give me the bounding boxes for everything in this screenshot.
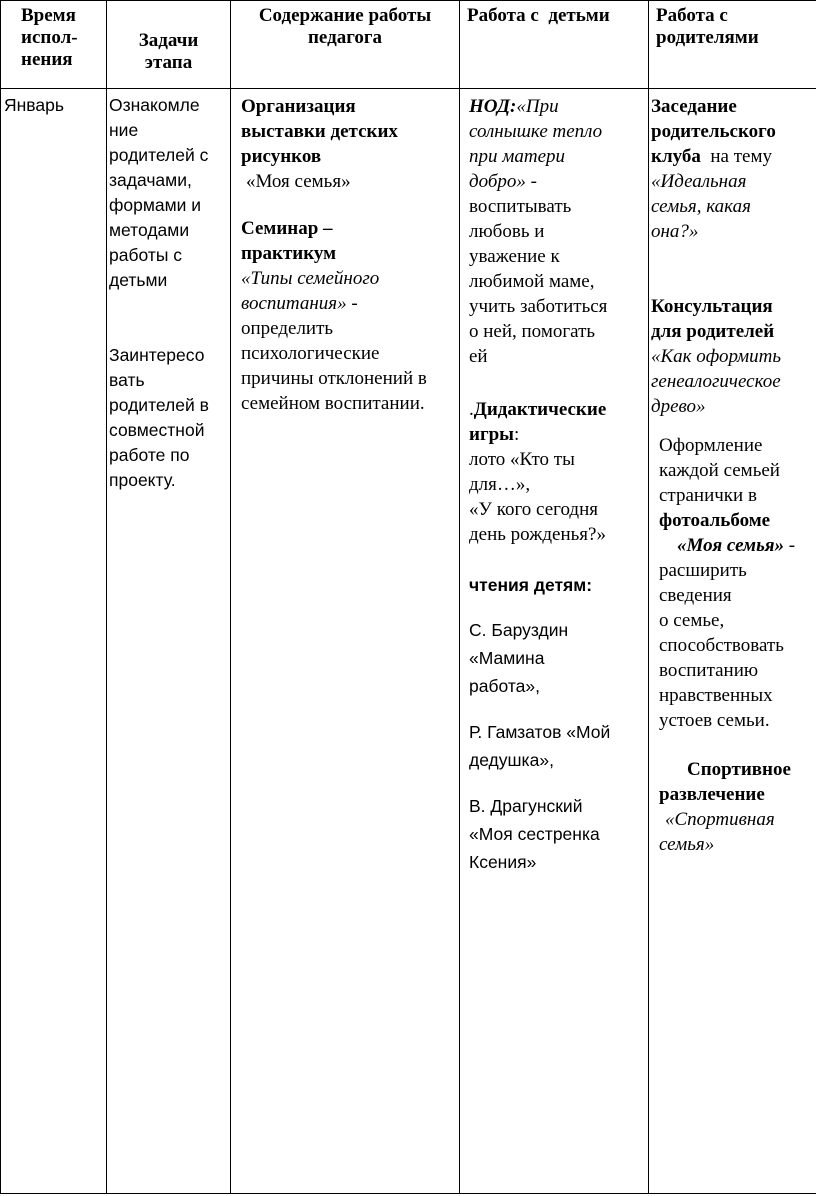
text-line: Ксения» [469, 852, 537, 872]
text-label: НОД: [469, 96, 517, 117]
header-line: Работа с [656, 5, 728, 26]
text-line: ей [469, 346, 488, 367]
header-time [1, 1, 107, 89]
text-line: Заинтересо [109, 345, 205, 365]
header-line: педагога [307, 27, 383, 48]
text-line: солнышке тепло [469, 121, 603, 142]
january-row [1, 89, 816, 1194]
text-line: родителей с [109, 145, 209, 165]
text-line: для…», [469, 474, 531, 495]
text-line: способствовать [659, 635, 784, 656]
text-line: «Типы семейного [241, 268, 380, 289]
children-work-cell [460, 89, 649, 1194]
text-line: воспитанию [659, 660, 759, 681]
text-line: развлечение [659, 784, 765, 805]
sport-block [651, 757, 814, 857]
text-line: воспитывать [469, 196, 572, 217]
text-line: игры [469, 424, 514, 445]
text-line: «При [516, 96, 559, 117]
text-line: клуба [651, 146, 701, 167]
text-line: Оформление [659, 435, 763, 456]
header-teacher-work [231, 1, 460, 89]
task-interest [109, 343, 230, 493]
parents-work-cell [649, 89, 816, 1194]
text-line: странички в [659, 485, 757, 506]
text-line: В. Драгунский [469, 796, 583, 816]
text-line: генеалогическое [651, 371, 781, 392]
header-tasks [107, 1, 231, 89]
task-acquaint [109, 93, 230, 293]
header-children-work [460, 1, 649, 89]
tasks-cell [107, 89, 231, 1194]
text-line: о семье, [659, 610, 725, 631]
text-line: воспитания» [241, 293, 347, 314]
text-line: она?» [651, 221, 699, 242]
text-line: Спортивное [687, 759, 791, 780]
text-line: причины отклонений в [241, 368, 427, 389]
text-colon: : [513, 424, 520, 445]
header-line: Время [21, 5, 76, 26]
text-line: работа», [469, 676, 540, 696]
text-line: «Моя сестренка [469, 824, 600, 844]
text-line: вать [109, 370, 145, 390]
text-line: методами [109, 220, 190, 240]
consultation-block [651, 294, 814, 419]
text-line: «Как оформить [651, 346, 782, 367]
text-line: семья, какая [651, 196, 751, 217]
text-line: «У кого сегодня [469, 499, 598, 520]
text-line: любимой маме, [469, 271, 595, 292]
text-line: добро» [469, 171, 526, 192]
text-line: задачами, [109, 170, 192, 190]
text-line: проекту. [109, 470, 176, 490]
text-line: фотоальбоме [659, 510, 771, 531]
club-block [651, 94, 814, 244]
text-line: работы с [109, 245, 183, 265]
text-line: Ознакомле [109, 95, 200, 115]
text-dash: - [525, 171, 537, 192]
text-line: Консультация [651, 296, 773, 317]
text-line: Дидактические [473, 399, 607, 420]
text-line: чтения детям: [469, 575, 593, 595]
text-line: семья» [659, 834, 715, 855]
games-block [469, 397, 644, 547]
text-line: древо» [651, 396, 706, 417]
text-line: для родителей [651, 321, 775, 342]
header-line: родителями [656, 27, 759, 48]
month-cell [1, 89, 107, 1194]
text-line: устоев семьи. [659, 710, 770, 731]
header-line: Работа с детьми [467, 5, 610, 26]
header-row [1, 1, 816, 89]
text-line: детьми [109, 270, 168, 290]
text-line: уважение к [469, 246, 560, 267]
header-line: этапа [144, 52, 193, 73]
text-line: родительского [651, 121, 776, 142]
text-line: на тему [700, 146, 772, 167]
text-line: каждой семьей [659, 460, 780, 481]
text-line: выставки детских [241, 121, 398, 142]
text-line: определить [241, 318, 334, 339]
text-line: ние [109, 120, 139, 140]
text-line: нравственных [659, 685, 773, 706]
month-label: Январь [4, 95, 64, 115]
text-line: любовь и [469, 221, 545, 242]
text-dot: . [469, 399, 474, 420]
reading-item [469, 792, 644, 876]
text-line: о ней, помогать [469, 321, 596, 342]
text-line: рисунков [241, 146, 322, 167]
text-line: Р. Гамзатов «Мой [469, 722, 611, 742]
text-line: «Спортивная [665, 809, 775, 830]
header-line: Задачи [138, 30, 199, 51]
text-line: работе по [109, 445, 190, 465]
header-parents-work [649, 1, 816, 89]
reading-block [469, 573, 644, 876]
text-line: учить заботиться [469, 296, 608, 317]
text-line: «Идеальная [651, 171, 747, 192]
header-line: Содержание работы [258, 5, 432, 26]
text-line: Заседание [651, 96, 737, 117]
text-line: сведения [659, 585, 732, 606]
text-line: практикум [241, 243, 337, 264]
text-line: психологические [241, 343, 380, 364]
text-line: Организация [241, 96, 356, 117]
teacher-work-cell [231, 89, 460, 1194]
text-line: расширить [659, 560, 747, 581]
reading-item [469, 616, 644, 700]
text-line: совместной [109, 420, 205, 440]
text-line: при матери [469, 146, 566, 167]
text-dash: - [346, 293, 358, 314]
album-block [651, 433, 814, 733]
text-line: «Моя семья» [677, 535, 785, 556]
header-line: испол- [21, 27, 78, 48]
reading-item [469, 718, 644, 774]
text-line: формами и [109, 195, 202, 215]
header-line: нения [21, 49, 73, 70]
text-line: дедушка», [469, 750, 554, 770]
text-line: С. Баруздин [469, 620, 569, 640]
text-line: Семинар – [241, 218, 333, 239]
text-line: «Мамина [469, 648, 545, 668]
seminar-block [241, 216, 455, 416]
nod-block [469, 94, 644, 369]
text-line: день рожденья?» [469, 524, 606, 545]
exhibition-block [241, 94, 455, 194]
text-line: «Моя семья» [246, 171, 351, 192]
text-line: семейном воспитании. [241, 393, 425, 414]
text-dash: - [784, 535, 796, 556]
text-line: родителей в [109, 395, 209, 415]
text-line: лото «Кто ты [469, 449, 575, 470]
